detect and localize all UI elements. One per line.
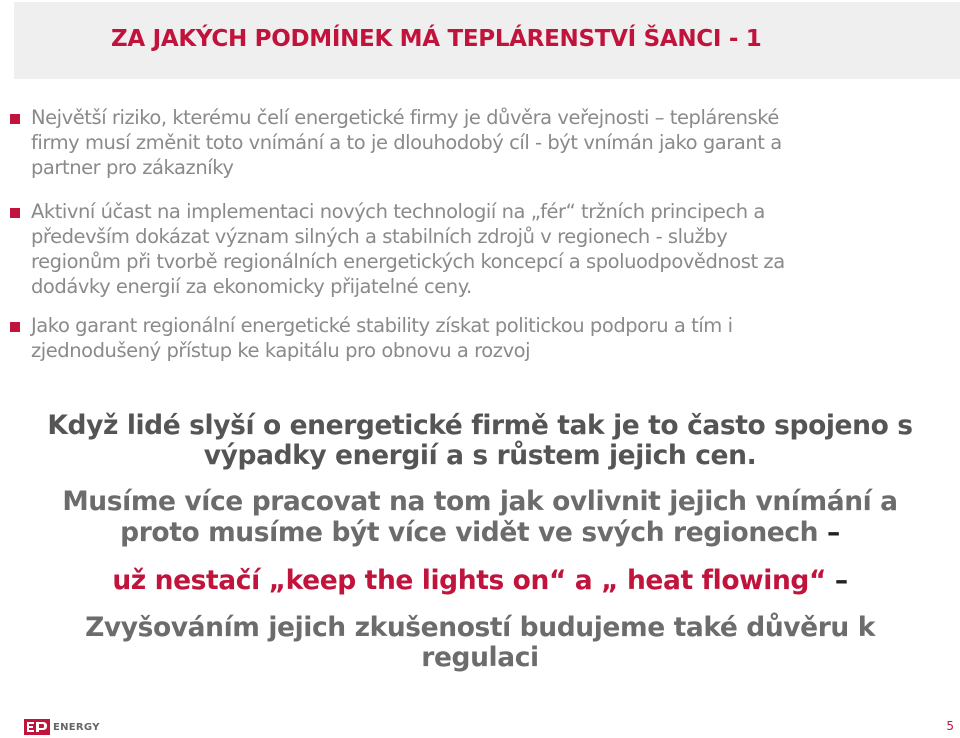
- bullet-line: partner pro zákazníky: [31, 156, 234, 179]
- bullet-line: Největší riziko, kterému čelí energetické firmy je důvěra veřejnosti – teplárenské: [31, 106, 779, 129]
- statement-2-line-1: Musíme více pracovat na tom jak ovlivnit jejich vnímání a: [62, 486, 898, 517]
- statement-3-line-1: Zvyšováním jejich zkušeností budujeme také důvěru k: [85, 612, 875, 643]
- statement-1-line-2: výpadky energií a s růstem jejich cen.: [203, 440, 757, 471]
- statement-1-line-1: Když lidé slyší o energetické firmě tak je to často spojeno s: [47, 410, 913, 441]
- bullet-line: dodávky energií za ekonomicky přijatelné ceny.: [31, 275, 472, 298]
- statement-2-dash: –: [826, 517, 840, 548]
- statement-2-line-2: [0, 517, 960, 548]
- bullet-line: regionům při tvorbě regionálních energetických koncepcí a spoluodpovědnost za: [31, 250, 785, 273]
- bullet-line: Aktivní účast na implementaci nových technologií na „fér“ tržních principech a: [31, 200, 765, 223]
- bullet-line: zjednodušený přístup ke kapitálu pro obnovu a rozvoj: [31, 339, 531, 362]
- ep-logo-icon: [24, 719, 50, 735]
- bullet-line: Jako garant regionální energetické stability získat politickou podporu a tím i: [31, 314, 733, 337]
- page-number: 5: [946, 719, 954, 733]
- bullet-square-icon: [10, 114, 20, 124]
- bullet-square-icon: [10, 322, 20, 332]
- bullet-item: [31, 313, 946, 363]
- bullet-item: [31, 105, 946, 180]
- logo-text: ENERGY: [53, 722, 100, 733]
- slogan-text: už nestačí „keep the lights on“ a „ heat flowing“: [112, 565, 826, 596]
- slogan-line: [0, 565, 960, 596]
- statement-2-line-2-text: proto musíme být více vidět ve svých regionech: [120, 517, 819, 548]
- slogan-dash: –: [834, 565, 848, 596]
- bullet-item: [31, 199, 946, 299]
- bullet-line: firmy musí změnit toto vnímání a to je dlouhodobý cíl - být vnímán jako garant a: [31, 131, 782, 154]
- slide-title: ZA JAKÝCH PODMÍNEK MÁ TEPLÁRENSTVÍ ŠANCI - 1: [111, 26, 762, 52]
- bullet-line: především dokázat význam silných a stabilních zdrojů v regionech - služby: [31, 225, 728, 248]
- statement-3-line-2: regulaci: [421, 642, 539, 673]
- bullet-square-icon: [10, 208, 20, 218]
